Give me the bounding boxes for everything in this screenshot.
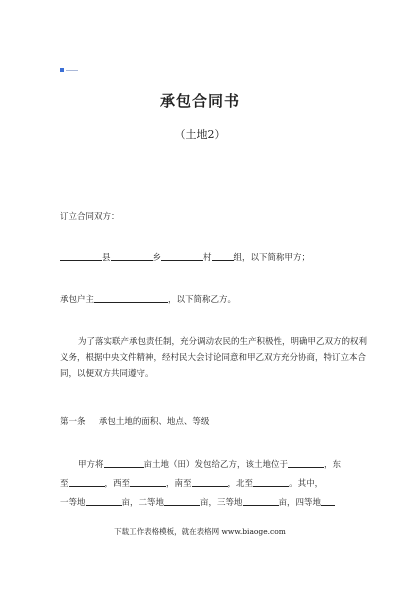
party-b-prefix: 承包户主 bbox=[60, 295, 95, 305]
text-fragment: 亩，二等地 bbox=[121, 498, 165, 508]
parties-intro: 订立合同双方： bbox=[60, 212, 120, 222]
text-fragment: 亩，三等地 bbox=[200, 498, 243, 508]
text-fragment: ，西至 bbox=[104, 479, 131, 489]
blank-field[interactable] bbox=[288, 458, 324, 468]
marker-dot bbox=[60, 68, 64, 72]
blank-field[interactable] bbox=[111, 251, 153, 261]
page-marker-icon bbox=[60, 68, 78, 72]
marker-line bbox=[66, 70, 78, 71]
blank-field[interactable] bbox=[86, 496, 122, 506]
article-1-heading bbox=[60, 415, 350, 430]
group-label: 组，以下简称甲方； bbox=[233, 253, 311, 263]
text-fragment: 甲方将 bbox=[78, 460, 104, 470]
article-1-line-2 bbox=[60, 475, 350, 494]
purpose-line-3: 同，以便双方共同遵守。 bbox=[60, 369, 154, 379]
text-fragment: 。其中， bbox=[289, 479, 324, 489]
township-label: 乡 bbox=[152, 253, 162, 263]
blank-field[interactable] bbox=[243, 496, 279, 506]
text-fragment: ，南至 bbox=[166, 479, 192, 489]
party-b-suffix: ，以下简称乙方。 bbox=[168, 295, 237, 305]
blank-field[interactable] bbox=[212, 251, 234, 261]
article-1-body bbox=[60, 456, 350, 513]
text-fragment: 至 bbox=[60, 479, 69, 489]
blank-field[interactable] bbox=[321, 496, 335, 506]
blank-field[interactable] bbox=[253, 477, 289, 487]
purpose-paragraph bbox=[60, 334, 368, 382]
village-label: 村 bbox=[203, 253, 212, 263]
text-fragment: 亩，四等地 bbox=[278, 498, 322, 508]
blank-field[interactable] bbox=[94, 293, 168, 303]
blank-field[interactable] bbox=[130, 477, 166, 487]
blank-field[interactable] bbox=[161, 251, 203, 261]
article-1-title: 承包土地的面积、地点、等级 bbox=[98, 417, 210, 427]
blank-field[interactable] bbox=[192, 477, 228, 487]
county-label: 县 bbox=[102, 253, 111, 263]
text-fragment: ，东 bbox=[324, 460, 342, 470]
page-footer: 下载工作表格模板，就在表格网 www.biaoge.com bbox=[114, 527, 286, 536]
text-fragment: 一等地 bbox=[60, 498, 86, 508]
blank-field[interactable] bbox=[69, 477, 105, 487]
document-title: 承包合同书 bbox=[159, 92, 240, 110]
party-a-line bbox=[60, 251, 350, 266]
purpose-line-1: 为了落实联产承包责任制，充分调动农民的生产积极性，明确甲乙双方的权利 bbox=[78, 337, 368, 347]
text-fragment: ，北至 bbox=[227, 479, 254, 489]
purpose-line-2: 义务，根据中央文件精神，经村民大会讨论同意和甲乙双方充分协商，特订立本合 bbox=[60, 353, 367, 363]
document-subtitle: （土地2） bbox=[174, 128, 226, 141]
party-b-line bbox=[60, 293, 350, 308]
text-fragment: 亩土地（田）发包给乙方，该土地位于 bbox=[143, 460, 289, 470]
blank-field[interactable] bbox=[60, 251, 102, 261]
blank-field[interactable] bbox=[164, 496, 200, 506]
article-1-line-3 bbox=[60, 494, 350, 513]
article-1-number: 第一条 bbox=[60, 417, 86, 427]
blank-field[interactable] bbox=[104, 458, 144, 468]
article-1-line-1 bbox=[60, 456, 350, 475]
